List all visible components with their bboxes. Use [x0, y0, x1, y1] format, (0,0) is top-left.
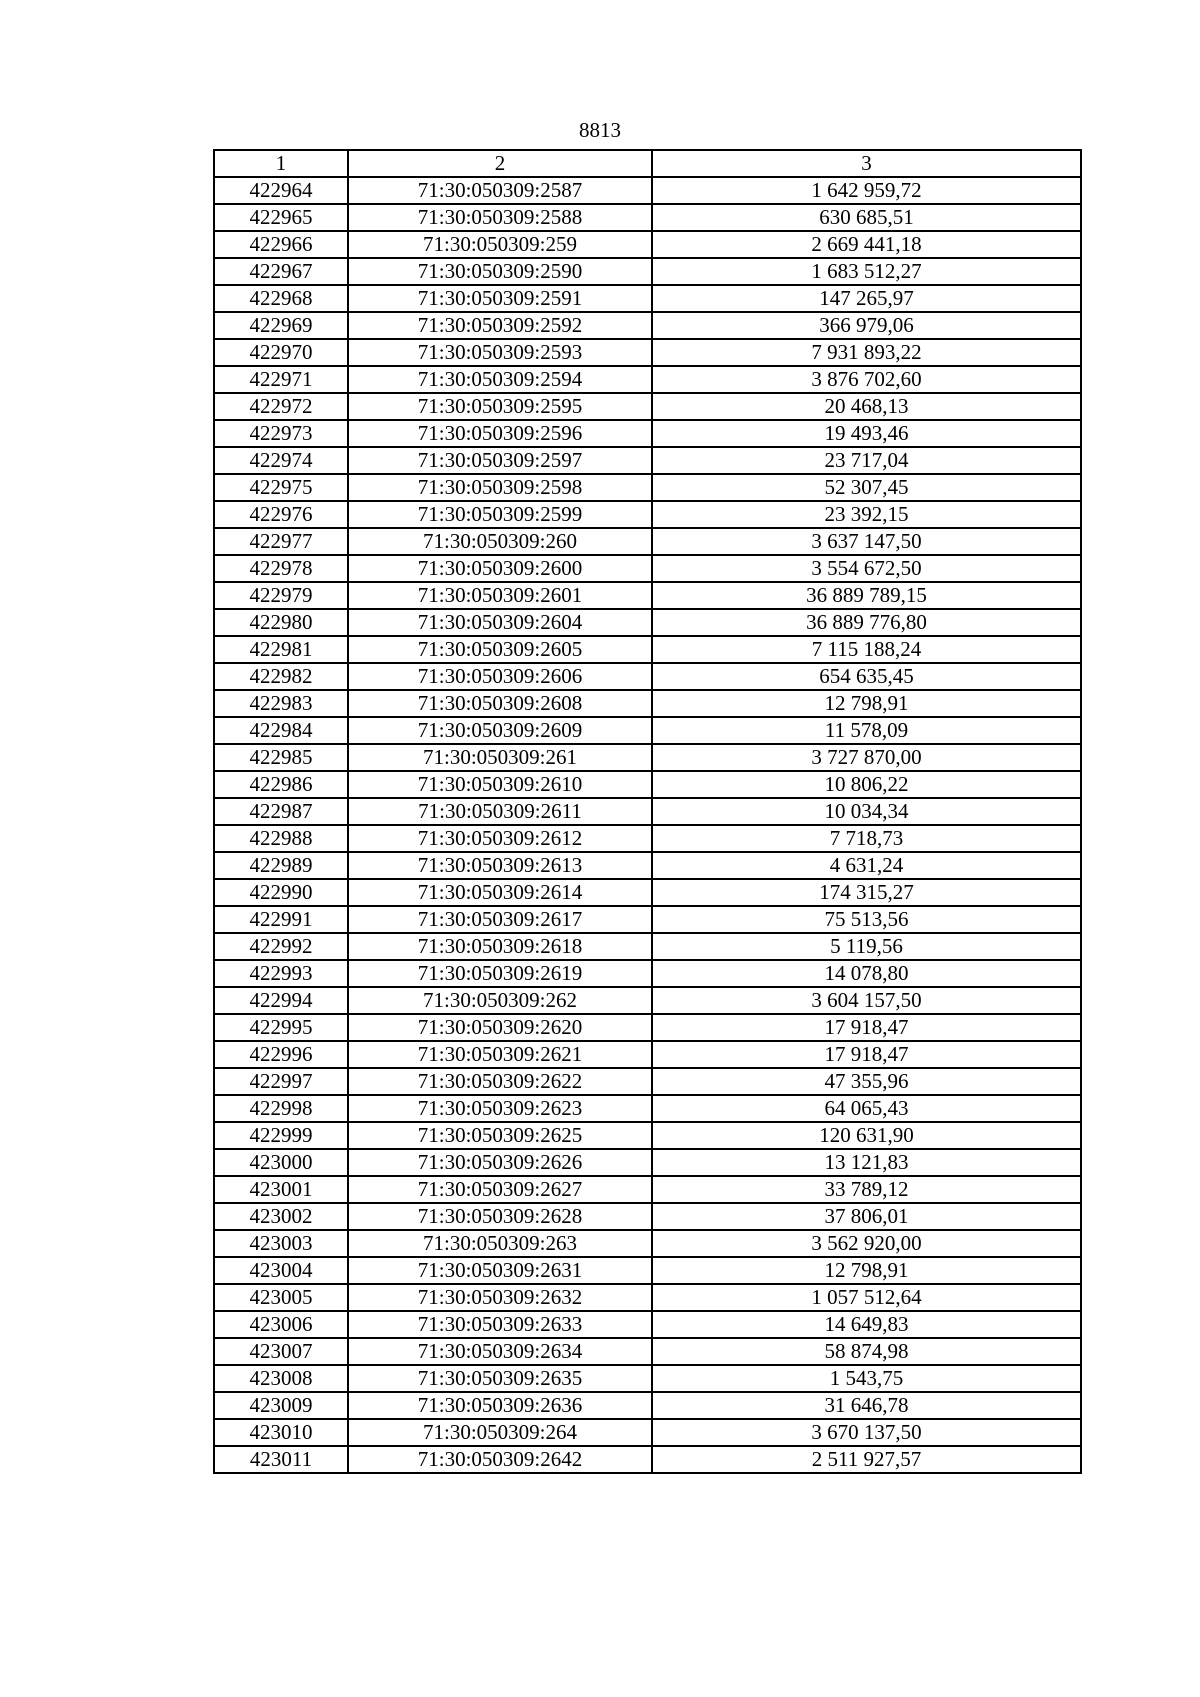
- cadastral-number-cell: 71:30:050309:2609: [348, 717, 652, 744]
- cadastral-value-cell: 174 315,27: [652, 879, 1081, 906]
- cadastral-value-cell: 19 493,46: [652, 420, 1081, 447]
- row-number-cell: 422990: [214, 879, 348, 906]
- table-row: [214, 177, 1081, 204]
- cadastral-value-cell: 2 669 441,18: [652, 231, 1081, 258]
- cadastral-number-cell: 71:30:050309:2610: [348, 771, 652, 798]
- row-number-cell: 422984: [214, 717, 348, 744]
- table-row: [214, 906, 1081, 933]
- row-number-cell: 422970: [214, 339, 348, 366]
- row-number-cell: 422991: [214, 906, 348, 933]
- row-number-cell: 422993: [214, 960, 348, 987]
- table-row: [214, 1419, 1081, 1446]
- row-number-cell: 422965: [214, 204, 348, 231]
- row-number-cell: 422997: [214, 1068, 348, 1095]
- cadastral-value-cell: 36 889 789,15: [652, 582, 1081, 609]
- table-body: [214, 177, 1081, 1473]
- table-row: [214, 1149, 1081, 1176]
- row-number-cell: 422986: [214, 771, 348, 798]
- cadastral-value-cell: 17 918,47: [652, 1041, 1081, 1068]
- row-number-cell: 422967: [214, 258, 348, 285]
- cadastral-number-cell: 71:30:050309:2596: [348, 420, 652, 447]
- cadastral-value-cell: 12 798,91: [652, 1257, 1081, 1284]
- cadastral-number-cell: 71:30:050309:2631: [348, 1257, 652, 1284]
- cadastral-number-cell: 71:30:050309:2597: [348, 447, 652, 474]
- table-row: [214, 1311, 1081, 1338]
- table-row: [214, 609, 1081, 636]
- page-number: 8813: [579, 118, 621, 142]
- cadastral-value-cell: 7 718,73: [652, 825, 1081, 852]
- table-row: [214, 555, 1081, 582]
- row-number-cell: 423004: [214, 1257, 348, 1284]
- row-number-cell: 423010: [214, 1419, 348, 1446]
- cadastral-number-cell: 71:30:050309:2618: [348, 933, 652, 960]
- cadastral-number-cell: 71:30:050309:2587: [348, 177, 652, 204]
- row-number-cell: 422971: [214, 366, 348, 393]
- table-row: [214, 1176, 1081, 1203]
- row-number-cell: 422982: [214, 663, 348, 690]
- row-number-cell: 423005: [214, 1284, 348, 1311]
- table-row: [214, 1446, 1081, 1473]
- table-row: [214, 204, 1081, 231]
- table-row: [214, 825, 1081, 852]
- cadastral-number-cell: 71:30:050309:2592: [348, 312, 652, 339]
- row-number-cell: 422980: [214, 609, 348, 636]
- cadastral-value-cell: 147 265,97: [652, 285, 1081, 312]
- cadastral-number-cell: 71:30:050309:259: [348, 231, 652, 258]
- cadastral-value-cell: 630 685,51: [652, 204, 1081, 231]
- cadastral-value-cell: 3 876 702,60: [652, 366, 1081, 393]
- row-number-cell: 422969: [214, 312, 348, 339]
- cadastral-number-cell: 71:30:050309:2625: [348, 1122, 652, 1149]
- cadastral-value-cell: 10 034,34: [652, 798, 1081, 825]
- cadastral-number-cell: 71:30:050309:2598: [348, 474, 652, 501]
- cadastral-value-cell: 20 468,13: [652, 393, 1081, 420]
- row-number-cell: 422976: [214, 501, 348, 528]
- cadastral-number-cell: 71:30:050309:2588: [348, 204, 652, 231]
- cadastral-value-cell: 366 979,06: [652, 312, 1081, 339]
- table-row: [214, 798, 1081, 825]
- cadastral-number-cell: 71:30:050309:2620: [348, 1014, 652, 1041]
- cadastral-value-cell: 14 649,83: [652, 1311, 1081, 1338]
- row-number-cell: 422988: [214, 825, 348, 852]
- table-row: [214, 1392, 1081, 1419]
- column-header-2: 2: [348, 150, 652, 177]
- table-row: [214, 285, 1081, 312]
- row-number-cell: 423011: [214, 1446, 348, 1473]
- cadastral-value-table: [213, 149, 1082, 1474]
- table-row: [214, 1284, 1081, 1311]
- cadastral-number-cell: 71:30:050309:261: [348, 744, 652, 771]
- row-number-cell: 423008: [214, 1365, 348, 1392]
- cadastral-value-cell: 3 562 920,00: [652, 1230, 1081, 1257]
- table-row: [214, 1257, 1081, 1284]
- table-row: [214, 312, 1081, 339]
- cadastral-number-cell: 71:30:050309:262: [348, 987, 652, 1014]
- table-row: [214, 771, 1081, 798]
- cadastral-number-cell: 71:30:050309:264: [348, 1419, 652, 1446]
- cadastral-number-cell: 71:30:050309:260: [348, 528, 652, 555]
- row-number-cell: 422999: [214, 1122, 348, 1149]
- table-row: [214, 1095, 1081, 1122]
- row-number-cell: 422989: [214, 852, 348, 879]
- table-row: [214, 582, 1081, 609]
- cadastral-value-cell: 5 119,56: [652, 933, 1081, 960]
- table-row: [214, 717, 1081, 744]
- cadastral-number-cell: 71:30:050309:2611: [348, 798, 652, 825]
- cadastral-number-cell: 71:30:050309:2599: [348, 501, 652, 528]
- column-header-3: 3: [652, 150, 1081, 177]
- cadastral-number-cell: 71:30:050309:2608: [348, 690, 652, 717]
- cadastral-value-cell: 7 931 893,22: [652, 339, 1081, 366]
- cadastral-number-cell: 71:30:050309:2627: [348, 1176, 652, 1203]
- table-row: [214, 636, 1081, 663]
- cadastral-number-cell: 71:30:050309:2628: [348, 1203, 652, 1230]
- cadastral-value-cell: 3 637 147,50: [652, 528, 1081, 555]
- cadastral-number-cell: 71:30:050309:2590: [348, 258, 652, 285]
- row-number-cell: 422981: [214, 636, 348, 663]
- cadastral-value-cell: 2 511 927,57: [652, 1446, 1081, 1473]
- table-row: [214, 663, 1081, 690]
- cadastral-value-cell: 36 889 776,80: [652, 609, 1081, 636]
- cadastral-number-cell: 71:30:050309:2605: [348, 636, 652, 663]
- row-number-cell: 423006: [214, 1311, 348, 1338]
- cadastral-value-cell: 10 806,22: [652, 771, 1081, 798]
- table-row: [214, 528, 1081, 555]
- row-number-cell: 422977: [214, 528, 348, 555]
- row-number-cell: 422996: [214, 1041, 348, 1068]
- cadastral-value-cell: 3 727 870,00: [652, 744, 1081, 771]
- table-row: [214, 393, 1081, 420]
- cadastral-value-cell: 3 554 672,50: [652, 555, 1081, 582]
- row-number-cell: 422987: [214, 798, 348, 825]
- table-row: [214, 1122, 1081, 1149]
- row-number-cell: 422973: [214, 420, 348, 447]
- column-header-1: 1: [214, 150, 348, 177]
- table-row: [214, 1068, 1081, 1095]
- row-number-cell: 422966: [214, 231, 348, 258]
- row-number-cell: 422998: [214, 1095, 348, 1122]
- cadastral-value-cell: 33 789,12: [652, 1176, 1081, 1203]
- cadastral-number-cell: 71:30:050309:2617: [348, 906, 652, 933]
- table-row: [214, 366, 1081, 393]
- cadastral-value-cell: 13 121,83: [652, 1149, 1081, 1176]
- table-row: [214, 1014, 1081, 1041]
- table-row: [214, 1230, 1081, 1257]
- table-row: [214, 258, 1081, 285]
- cadastral-number-cell: 71:30:050309:2621: [348, 1041, 652, 1068]
- cadastral-value-cell: 58 874,98: [652, 1338, 1081, 1365]
- table-row: [214, 1365, 1081, 1392]
- row-number-cell: 422972: [214, 393, 348, 420]
- row-number-cell: 422975: [214, 474, 348, 501]
- cadastral-number-cell: 71:30:050309:2604: [348, 609, 652, 636]
- cadastral-number-cell: 71:30:050309:2600: [348, 555, 652, 582]
- table-row: [214, 1338, 1081, 1365]
- cadastral-value-cell: 31 646,78: [652, 1392, 1081, 1419]
- table-row: [214, 447, 1081, 474]
- cadastral-number-cell: 71:30:050309:2593: [348, 339, 652, 366]
- row-number-cell: 422968: [214, 285, 348, 312]
- row-number-cell: 422983: [214, 690, 348, 717]
- row-number-cell: 423007: [214, 1338, 348, 1365]
- cadastral-number-cell: 71:30:050309:2606: [348, 663, 652, 690]
- cadastral-number-cell: 71:30:050309:2634: [348, 1338, 652, 1365]
- cadastral-value-cell: 1 543,75: [652, 1365, 1081, 1392]
- cadastral-number-cell: 71:30:050309:2594: [348, 366, 652, 393]
- cadastral-number-cell: 71:30:050309:2614: [348, 879, 652, 906]
- cadastral-value-cell: 23 392,15: [652, 501, 1081, 528]
- row-number-cell: 422994: [214, 987, 348, 1014]
- cadastral-value-cell: 11 578,09: [652, 717, 1081, 744]
- cadastral-value-cell: 64 065,43: [652, 1095, 1081, 1122]
- cadastral-value-cell: 23 717,04: [652, 447, 1081, 474]
- cadastral-value-cell: 3 670 137,50: [652, 1419, 1081, 1446]
- row-number-cell: 422964: [214, 177, 348, 204]
- cadastral-number-cell: 71:30:050309:2613: [348, 852, 652, 879]
- row-number-cell: 422978: [214, 555, 348, 582]
- cadastral-value-cell: 47 355,96: [652, 1068, 1081, 1095]
- cadastral-value-cell: 120 631,90: [652, 1122, 1081, 1149]
- cadastral-value-cell: 1 057 512,64: [652, 1284, 1081, 1311]
- row-number-cell: 422992: [214, 933, 348, 960]
- table-row: [214, 690, 1081, 717]
- cadastral-number-cell: 71:30:050309:2642: [348, 1446, 652, 1473]
- table-row: [214, 420, 1081, 447]
- cadastral-number-cell: 71:30:050309:2636: [348, 1392, 652, 1419]
- cadastral-value-cell: 7 115 188,24: [652, 636, 1081, 663]
- cadastral-number-cell: 71:30:050309:2612: [348, 825, 652, 852]
- cadastral-number-cell: 71:30:050309:2623: [348, 1095, 652, 1122]
- table-row: [214, 339, 1081, 366]
- cadastral-value-cell: 4 631,24: [652, 852, 1081, 879]
- row-number-cell: 423003: [214, 1230, 348, 1257]
- cadastral-value-cell: 52 307,45: [652, 474, 1081, 501]
- cadastral-value-cell: 75 513,56: [652, 906, 1081, 933]
- table-header-row: [214, 150, 1081, 177]
- row-number-cell: 422985: [214, 744, 348, 771]
- cadastral-value-cell: 3 604 157,50: [652, 987, 1081, 1014]
- cadastral-value-cell: 17 918,47: [652, 1014, 1081, 1041]
- cadastral-number-cell: 71:30:050309:2591: [348, 285, 652, 312]
- cadastral-value-cell: 1 683 512,27: [652, 258, 1081, 285]
- cadastral-number-cell: 71:30:050309:2622: [348, 1068, 652, 1095]
- cadastral-number-cell: 71:30:050309:2635: [348, 1365, 652, 1392]
- cadastral-value-cell: 37 806,01: [652, 1203, 1081, 1230]
- cadastral-value-cell: 654 635,45: [652, 663, 1081, 690]
- row-number-cell: 423000: [214, 1149, 348, 1176]
- table-row: [214, 231, 1081, 258]
- cadastral-value-cell: 12 798,91: [652, 690, 1081, 717]
- cadastral-number-cell: 71:30:050309:2595: [348, 393, 652, 420]
- cadastral-number-cell: 71:30:050309:263: [348, 1230, 652, 1257]
- table-row: [214, 852, 1081, 879]
- cadastral-number-cell: 71:30:050309:2632: [348, 1284, 652, 1311]
- table-row: [214, 879, 1081, 906]
- row-number-cell: 423009: [214, 1392, 348, 1419]
- cadastral-value-cell: 14 078,80: [652, 960, 1081, 987]
- table-row: [214, 960, 1081, 987]
- row-number-cell: 422995: [214, 1014, 348, 1041]
- table-row: [214, 987, 1081, 1014]
- cadastral-number-cell: 71:30:050309:2633: [348, 1311, 652, 1338]
- table-row: [214, 1041, 1081, 1068]
- cadastral-number-cell: 71:30:050309:2619: [348, 960, 652, 987]
- cadastral-value-cell: 1 642 959,72: [652, 177, 1081, 204]
- table-row: [214, 501, 1081, 528]
- table-row: [214, 744, 1081, 771]
- row-number-cell: 422974: [214, 447, 348, 474]
- row-number-cell: 423002: [214, 1203, 348, 1230]
- table-row: [214, 1203, 1081, 1230]
- row-number-cell: 422979: [214, 582, 348, 609]
- table-row: [214, 474, 1081, 501]
- table-row: [214, 933, 1081, 960]
- cadastral-number-cell: 71:30:050309:2601: [348, 582, 652, 609]
- cadastral-number-cell: 71:30:050309:2626: [348, 1149, 652, 1176]
- row-number-cell: 423001: [214, 1176, 348, 1203]
